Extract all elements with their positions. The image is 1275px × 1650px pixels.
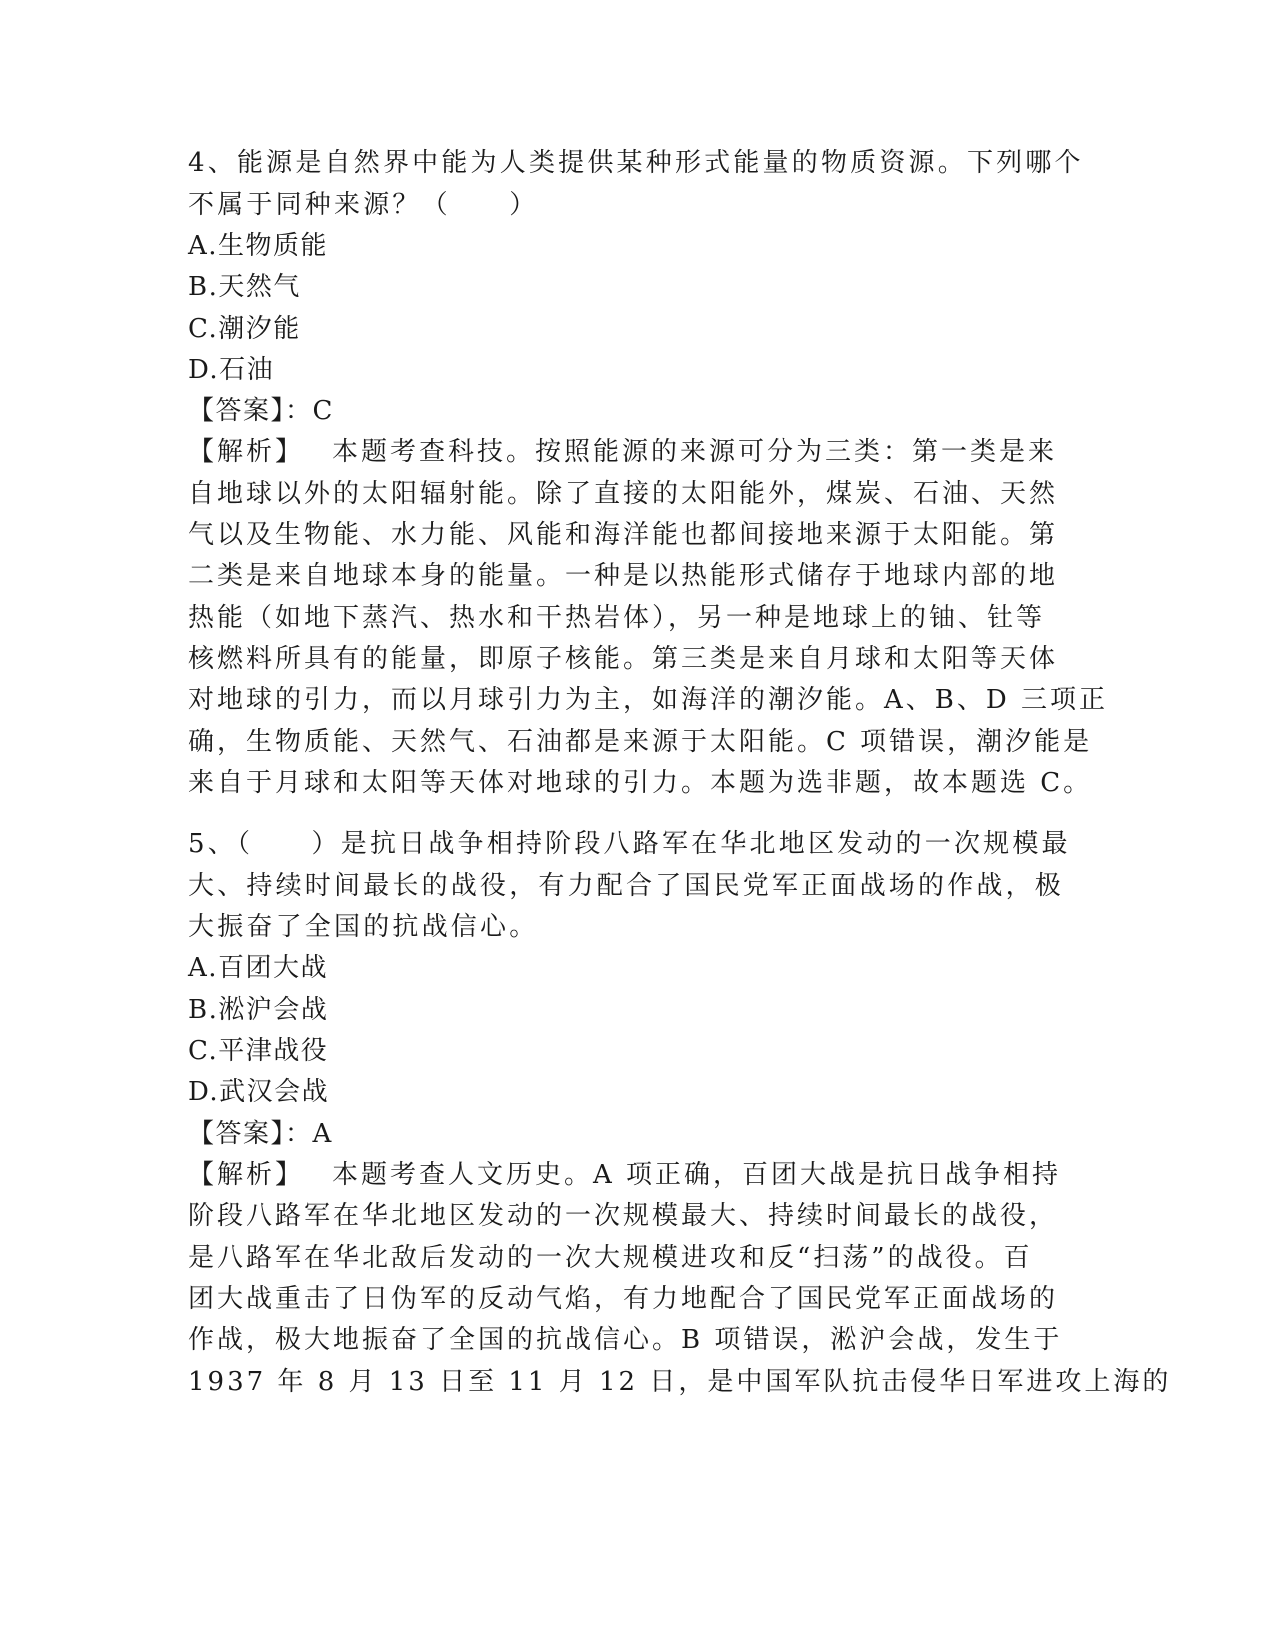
question-4-analysis-line-4: 二类是来自地球本身的能量。一种是以热能形式储存于地球内部的地 — [188, 561, 1059, 591]
question-5-option-d: D.武汉会战 — [188, 1077, 330, 1107]
analysis-text: 本题考查科技。按照能源的来源可分为三类：第一类是来 — [332, 437, 1058, 467]
question-4-analysis-line-8: 确，生物质能、天然气、石油都是来源于太阳能。C 项错误，潮汐能是 — [188, 727, 1093, 757]
analysis-label: 【解析】 — [188, 1160, 305, 1190]
question-5-stem-line-3: 大振奋了全国的抗战信心。 — [188, 912, 539, 942]
answer-label: 【答案】： — [188, 396, 313, 426]
question-5-analysis-line-1 — [188, 1160, 1088, 1190]
question-5-analysis-line-5: 作战，极大地振奋了全国的抗战信心。B 项错误，淞沪会战，发生于 — [188, 1325, 1063, 1355]
question-4-option-a: A.生物质能 — [188, 231, 329, 261]
question-4-analysis-line-7: 对地球的引力，而以月球引力为主，如海洋的潮汐能。A、B、D 三项正 — [188, 685, 1108, 715]
analysis-label: 【解析】 — [188, 437, 305, 467]
question-5-analysis-line-4: 团大战重击了日伪军的反动气焰，有力地配合了国民党军正面战场的 — [188, 1284, 1059, 1314]
question-4-option-d: D.石油 — [188, 355, 275, 385]
question-5-option-a: A.百团大战 — [188, 953, 329, 983]
question-4-option-c: C.潮汐能 — [188, 314, 301, 344]
answer-label: 【答案】： — [188, 1119, 313, 1149]
question-5-analysis-line-2: 阶段八路军在华北地区发动的一次规模最大、持续时间最长的战役， — [188, 1201, 1059, 1231]
question-4-analysis-line-1 — [188, 437, 1088, 467]
question-5-analysis-line-6: 1937 年 8 月 13 日至 11 月 12 日，是中国军队抗击侵华日军进攻上海的 — [188, 1367, 1172, 1397]
answer-value: A — [312, 1119, 333, 1149]
question-4-analysis-line-9: 来自于月球和太阳等天体对地球的引力。本题为选非题，故本题选 C。 — [188, 768, 1093, 798]
question-5-stem-line-2: 大、持续时间最长的战役，有力配合了国民党军正面战场的作战，极 — [188, 871, 1065, 901]
question-4-stem-line-2: 不属于同种来源？（ ） — [188, 190, 539, 220]
question-5-option-c: C.平津战役 — [188, 1036, 329, 1066]
analysis-text: 本题考查人文历史。A 项正确，百团大战是抗日战争相持 — [332, 1160, 1062, 1190]
question-4-stem-line-1: 4、能源是自然界中能为人类提供某种形式能量的物质资源。下列哪个 — [188, 148, 1084, 178]
question-4-analysis-line-2: 自地球以外的太阳辐射能。除了直接的太阳能外，煤炭、石油、天然 — [188, 479, 1059, 509]
question-4-analysis-line-6: 核燃料所具有的能量，即原子核能。第三类是来自月球和太阳等天体 — [188, 644, 1059, 674]
question-4-analysis-line-3: 气以及生物能、水力能、风能和海洋能也都间接地来源于太阳能。第 — [188, 520, 1059, 550]
question-4-option-b: B.天然气 — [188, 272, 301, 302]
question-4-answer — [188, 396, 1088, 426]
question-5-analysis-line-3: 是八路军在华北敌后发动的一次大规模进攻和反“扫荡”的战役。百 — [188, 1243, 1033, 1273]
question-5-option-b: B.淞沪会战 — [188, 995, 329, 1025]
answer-value: C — [312, 396, 334, 426]
question-5-stem-line-1: 5、（ ）是抗日战争相持阶段八路军在华北地区发动的一次规模最 — [188, 829, 1071, 859]
question-4-analysis-line-5: 热能（如地下蒸汽、热水和干热岩体），另一种是地球上的铀、钍等 — [188, 603, 1046, 633]
question-5-answer — [188, 1119, 1088, 1149]
